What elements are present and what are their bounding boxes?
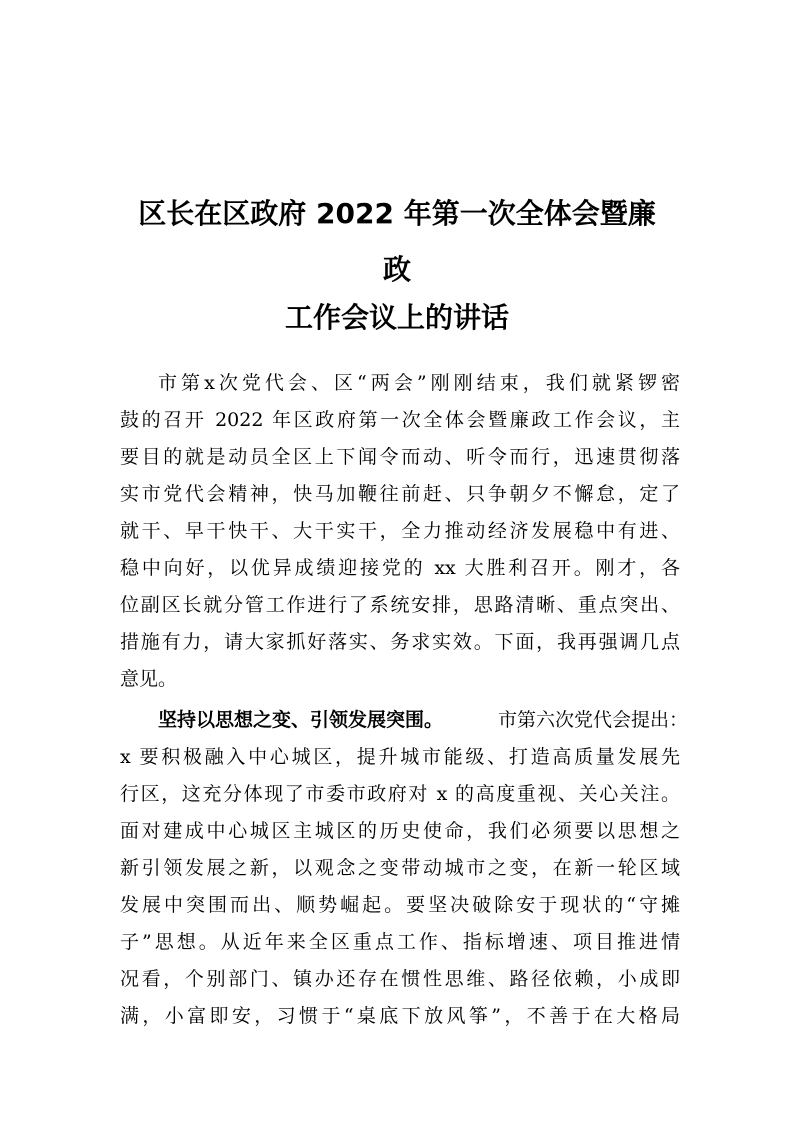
section-heading: 坚持以思想之变、引领发展突围。 (158, 709, 444, 731)
paragraph-2-line-9: 满，小富即安，习惯于“桌底下放风筝”，不善于在大格局 (120, 1005, 680, 1027)
paragraph-2-line-1 (158, 703, 688, 737)
paragraph-1-line-4: 实市党代会精神，快马加鞭往前赶、只争朝夕不懈怠，定了 (120, 483, 680, 505)
paragraph-1-line-9: 意见。 (120, 668, 178, 690)
paragraph-1-line-5: 就干、早干快干、大干实干，全力推动经济发展稳中有进、 (120, 520, 680, 542)
paragraph-1-line-8: 措施有力，请大家抓好落实、务求实效。下面，我再强调几点 (120, 631, 680, 653)
paragraph-1-line-7: 位副区长就分管工作进行了系统安排，思路清晰、重点突出、 (120, 594, 680, 616)
paragraph-2-line-4: 面对建成中心城区主城区的历史使命，我们必须要以思想之 (120, 820, 680, 842)
paragraph-1-line-6: 稳中向好，以优异成绩迎接党的 xx 大胜利召开。刚才，各 (120, 557, 680, 579)
document-title-line-1: 区长在区政府 2022 年第一次全体会暨廉 (138, 197, 656, 230)
paragraph-2-line-3: 行区，这充分体现了市委市政府对 x 的高度重视、关心关注。 (120, 783, 680, 805)
paragraph-1-line-3: 要目的就是动员全区上下闻令而动、听令而行，迅速贯彻落 (120, 446, 680, 468)
paragraph-2-line-7: 子”思想。从近年来全区重点工作、指标增速、项目推进情 (120, 931, 680, 953)
paragraph-2-line-1-rest: 市第六次党代会提出： (497, 709, 688, 731)
document-title-line-2: 政 (382, 253, 411, 286)
paragraph-2-line-2: x 要积极融入中心城区，提升城市能级、打造高质量发展先 (120, 746, 680, 768)
paragraph-1-line-2: 鼓的召开 2022 年区政府第一次全体会暨廉政工作会议，主 (120, 409, 680, 431)
paragraph-2-line-8: 况看，个别部门、镇办还存在惯性思维、路径依赖，小成即 (120, 968, 680, 990)
paragraph-1-line-1: 市第x次党代会、区“两会”刚刚结束，我们就紧锣密 (158, 372, 680, 394)
document-title-line-3: 工作会议上的讲话 (284, 301, 509, 334)
paragraph-2-line-5: 新引领发展之新，以观念之变带动城市之变，在新一轮区域 (120, 857, 680, 879)
paragraph-2-line-6: 发展中突围而出、顺势崛起。要坚决破除安于现状的“守摊 (120, 894, 680, 916)
